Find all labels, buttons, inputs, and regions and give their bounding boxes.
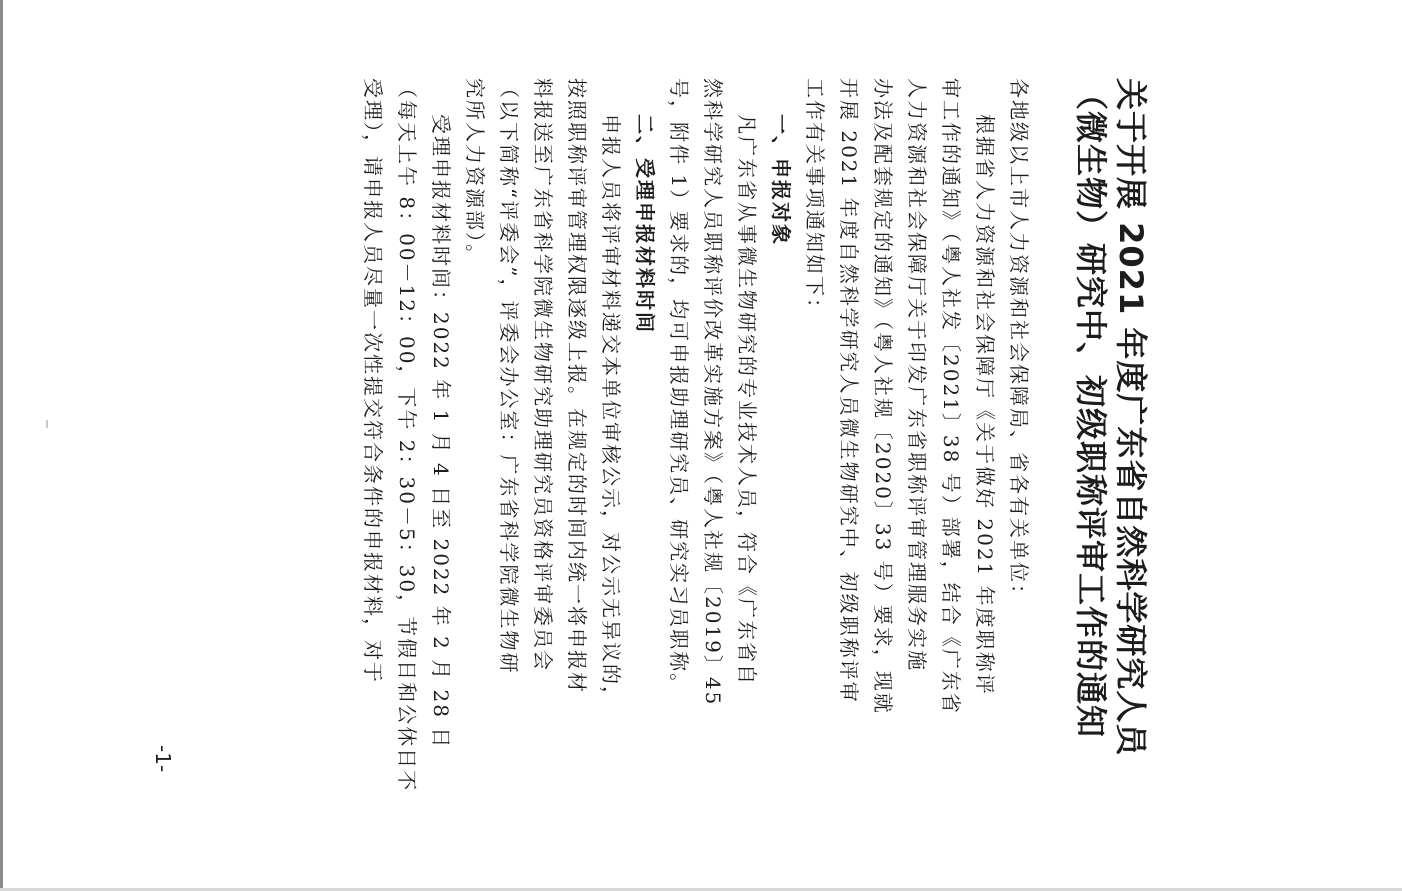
- rotated-text-block: [220, 78, 1150, 793]
- section-heading-2: 二、受理申报材料时间: [633, 114, 657, 334]
- para3-line-5: 究所人力资源部）。: [463, 78, 487, 266]
- salutation: 各地级以上市人力资源和社会保障局、省各有关单位：: [1007, 78, 1031, 606]
- para1-line-3: 人力资源和社会保障厅关于印发广东省职称评审管理服务实施: [905, 78, 929, 672]
- page-number: -1-: [151, 745, 175, 773]
- para1-line-6: 工作有关事项通知如下：: [803, 78, 827, 320]
- para1-line-5: 开展 2021 年度自然科学研究人员微生物研究中、初级职称评审: [837, 78, 861, 704]
- scan-left-edge: [0, 0, 3, 891]
- document-title-line-2: （微生物）研究中、初级职称评审工作的通知: [1072, 78, 1110, 739]
- para1-line-1: 根据省人力资源和社会保障厅《关于做好 2021 年度职称评: [973, 114, 997, 696]
- para2-line-2: 然科学研究人员职称评价改革实施方案》（粤人社规〔2019〕45: [701, 78, 725, 707]
- para1-line-2: 审工作的通知》（粤人社发〔2021〕38 号）部署，结合《广东省: [939, 78, 963, 715]
- para4-line-2: （每天上午 8：00－12：00，下午 2：30－5：30，节假日和公休日不: [395, 78, 419, 793]
- scan-speck: [46, 420, 48, 428]
- para3-line-1: 申报人员将评审材料递交本单位审核公示，对公示无异议的，: [599, 114, 623, 708]
- para4-line-3: 受理），请申报人员尽量一次性提交符合条件的申报材料，对于: [361, 78, 385, 684]
- para1-line-4: 办法及配套规定的通知》（粤人社规〔2020〕33 号）要求，现就: [871, 78, 895, 715]
- para3-line-2: 按照职称评审管理权限逐级上报。在规定的时间内统一将申报材: [565, 78, 589, 694]
- para3-line-3: 料报送至广东省科学院微生物研究助理研究员资格评审委员会: [531, 78, 555, 672]
- para3-line-4: （以下简称“评委会”，评委会办公室：广东省科学院微生物研: [497, 78, 521, 675]
- section-heading-1: 一、申报对象: [769, 114, 793, 246]
- document-title-line-1: 关于开展 2021 年度广东省自然科学研究人员: [1112, 78, 1150, 757]
- para2-line-3: 号，附件 1）要求的，均可申报助理研究员、研究实习员职称。: [667, 78, 691, 696]
- para2-line-1: 凡广东省从事微生物研究的专业技术人员，符合《广东省自: [735, 114, 759, 686]
- para4-line-1: 受理申报材料时间：2022 年 1 月 4 日至 2022 年 2 月 28 日: [429, 114, 453, 750]
